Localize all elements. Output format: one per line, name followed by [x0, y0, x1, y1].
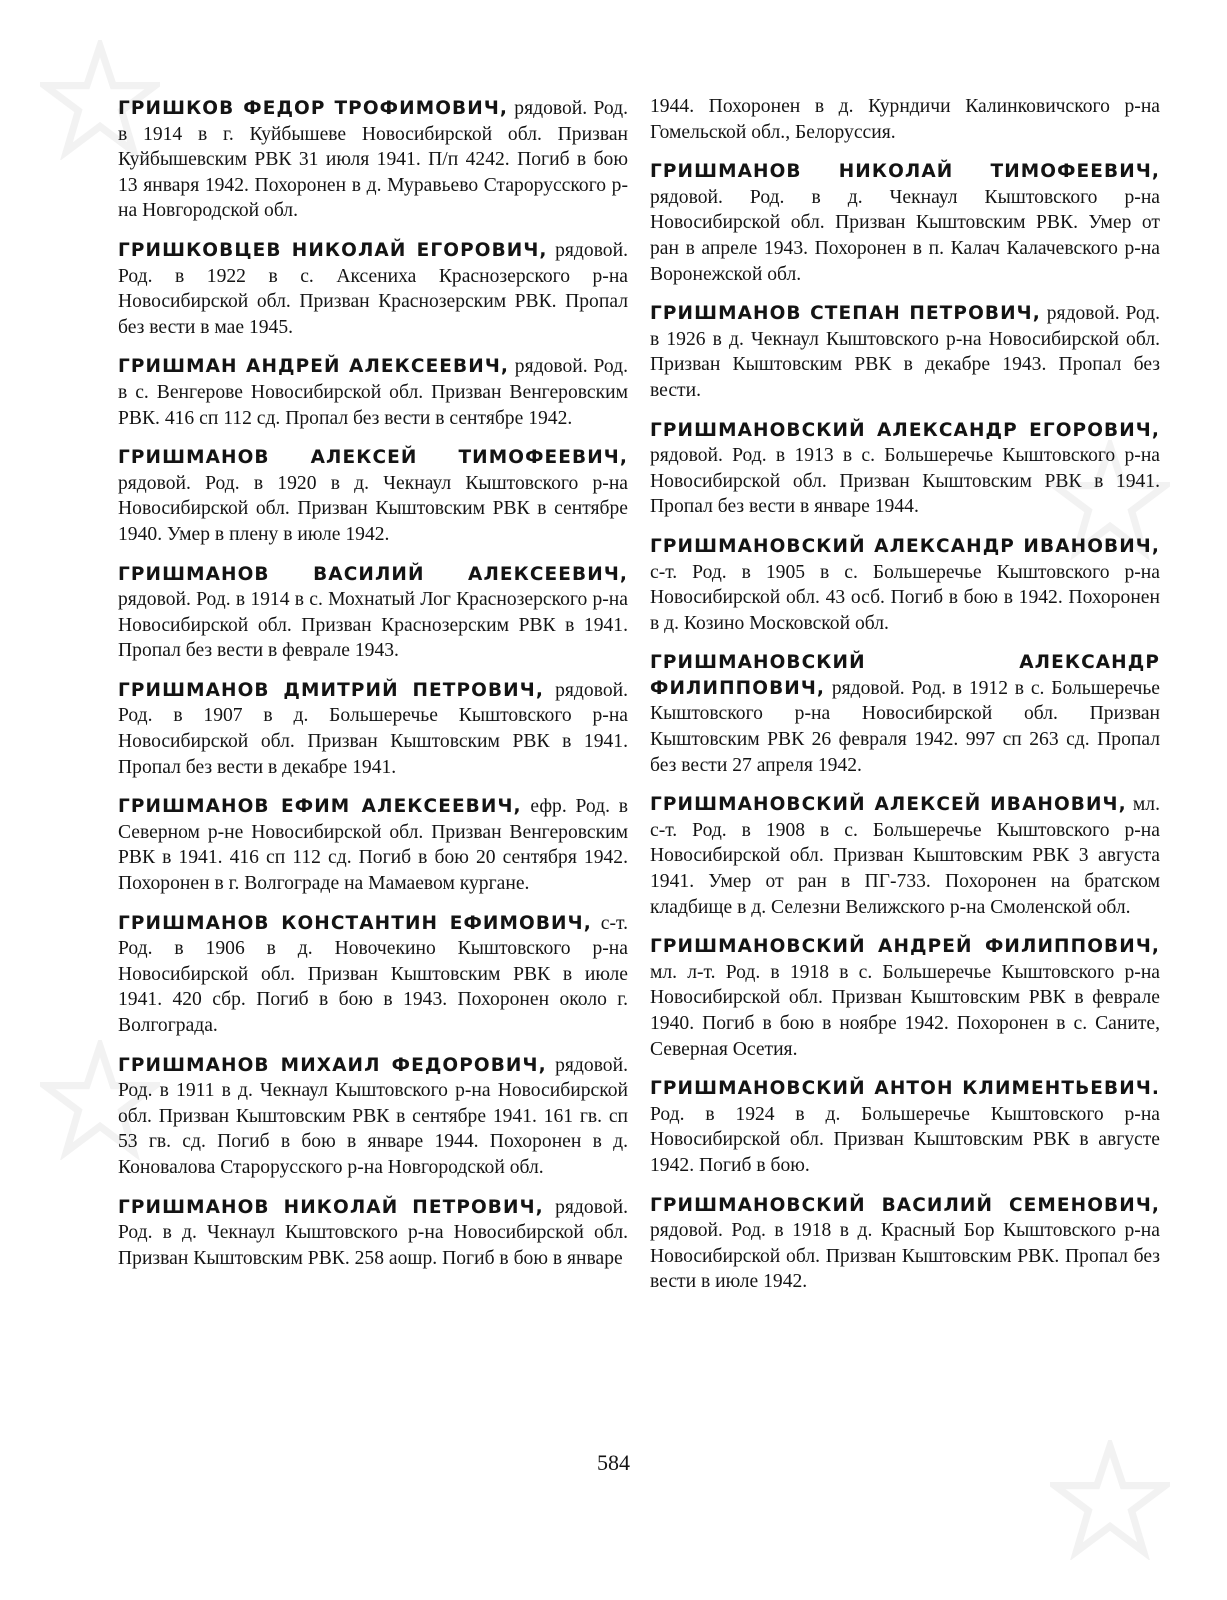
entry-text: рядовой. Род. в д. Чекнаул Кыштовского р-на Новосибирской обл. Призван Кыштовским РВК. Умер от ран в апреле 1943. Похоронен в п. Калач Калачевского р-на Воронежской обл. [650, 186, 1160, 285]
entry-text: с-т. Род. в 1906 в д. Новочекино Кыштовского р-на Новосибирской обл. Призван Кыштовским РВК в июле 1941. 420 сбр. Погиб в бою в 1943. Похоронен около г. Волгограда. [118, 912, 629, 1036]
entry-name: ГРИШМАНОВ СТЕПАН ПЕТРОВИЧ, [650, 303, 1041, 325]
entry [118, 354, 628, 431]
left-column [118, 96, 628, 1285]
entry [650, 418, 1160, 520]
entry-text: с-т. Род. в 1905 в с. Большеречье Кыштовского р-на Новосибирской обл. 43 осб. Погиб в бою в 1942. Похоронен в д. Козино Московской обл. [650, 561, 1160, 634]
entry-name: ГРИШМАНОВСКИЙ АЛЕКСАНДР ИВАНОВИЧ, [650, 535, 1160, 557]
entry-text: рядовой. Род. в с. Венгерове Новосибирской обл. Призван Венгеровским РВК. 416 сп 112 сд. Пропал без вести в сентябре 1942. [118, 356, 628, 429]
entry-text: рядовой. Род. в 1918 в д. Красный Бор Кыштовского р-на Новосибирской обл. Призван Кыштовским РВК. Пропал без вести в июле 1942. [650, 1220, 1160, 1293]
entry-name: ГРИШМАНОВ МИХАИЛ ФЕДОРОВИЧ, [118, 1054, 547, 1076]
entry-text: рядовой. Род. в 1911 в д. Чекнаул Кыштовского р-на Новосибирской обл. Призван Кыштовским РВК в сентябре 1941. 161 гв. сп 53 гв. сд. Погиб в бою в январе 1944. Похоронен в д. Коновалова Старорусского р-на Новгородской обл. [118, 1054, 628, 1178]
entry-name: ГРИШМАНОВСКИЙ АЛЕКСАНДР ФИЛИППОВИЧ, [650, 652, 1160, 699]
page-number: 584 [597, 1450, 630, 1475]
entry [118, 445, 628, 547]
entry-name: ГРИШМАНОВСКИЙ АЛЕКСЕЙ ИВАНОВИЧ, [650, 794, 1127, 816]
entry [650, 650, 1160, 778]
entry [650, 301, 1160, 403]
entry-name: ГРИШМАНОВ ЕФИМ АЛЕКСЕЕВИЧ, [118, 796, 522, 818]
entry-text: мл. л-т. Род. в 1918 в с. Большеречье Кыштовского р-на Новосибирской обл. Призван Кыштовским РВК в феврале 1940. Погиб в бою в ноябре 1942. Похоронен в с. Саните, Северная Осетия. [650, 961, 1160, 1060]
entry [650, 1076, 1160, 1178]
entry-text: рядовой. Род. в 1926 в д. Чекнаул Кыштовского р-на Новосибирской обл. Призван Кыштовским РВК в декабре 1943. Пропал без вести. [650, 303, 1160, 401]
entry-text: рядовой. Род. в 1922 в с. Аксениха Краснозерского р-на Новосибирской обл. Призван Краснозерским РВК. Пропал без вести в мае 1945. [118, 239, 628, 338]
entry-name: ГРИШМАНОВ КОНСТАНТИН ЕФИМОВИЧ, [118, 912, 592, 934]
entry-text: Род. в 1924 в д. Большеречье Кыштовского р-на Новосибирской обл. Призван Кыштовским РВК в августе 1942. Погиб в бою. [650, 1103, 1160, 1176]
entry-name: ГРИШМАНОВ АЛЕКСЕЙ ТИМОФЕЕВИЧ, [118, 447, 628, 469]
entry [118, 1053, 628, 1181]
entry-text: рядовой. Род. в 1914 в г. Куйбышеве Новосибирской обл. Призван Куйбышевским РВК 31 июля 1941. П/п 4242. Погиб в бою 13 января 1942. Похоронен в д. Муравьево Старорусского р-на Новгородской обл. [118, 98, 628, 222]
entry-text: мл. с-т. Род. в 1908 в с. Большеречье Кыштовского р-на Новосибирской обл. Призван Кыштовским РВК 3 августа 1941. Умер от ран в ПГ-733. Похоронен на братском кладбище в д. Селезни Велижского р-на Смоленской обл. [650, 794, 1160, 918]
entry-text: рядовой. Род. в д. Чекнаул Кыштовского р-на Новосибирской обл. Призван Кыштовским РВК. 258 аошр. Погиб в бою в январе [118, 1196, 629, 1269]
right-column [650, 94, 1160, 1309]
entry-name: ГРИШМАНОВСКИЙ АНТОН КЛИМЕНТЬЕВИЧ. [650, 1078, 1160, 1100]
entry-name: ГРИШМАНОВСКИЙ АЛЕКСАНДР ЕГОРОВИЧ, [650, 419, 1160, 441]
entry-name: ГРИШКОВ ФЕДОР ТРОФИМОВИЧ, [118, 98, 508, 119]
entry [650, 1193, 1160, 1295]
entry-text: рядовой. Род. в 1907 в д. Большеречье Кыштовского р-на Новосибирской обл. Призван Кыштовским РВК в 1941. Пропал без вести в декабре 1941. [118, 679, 628, 778]
entry-name: ГРИШМАНОВ НИКОЛАЙ ПЕТРОВИЧ, [118, 1196, 544, 1218]
entry [650, 792, 1160, 920]
entry-text: рядовой. Род. в 1912 в с. Большеречье Кыштовского р-на Новосибирской обл. Призван Кыштовским РВК 26 февраля 1942. 997 сп 263 сд. Пропал без вести 27 апреля 1942. [650, 677, 1160, 776]
entry-text: рядовой. Род. в 1913 в с. Большеречье Кыштовского р-на Новосибирской обл. Призван Кыштовским РВК в 1941. Пропал без вести в январе 1944. [650, 445, 1160, 518]
entry [650, 934, 1160, 1062]
entry [118, 96, 628, 224]
entry-name: ГРИШМАН АНДРЕЙ АЛЕКСЕЕВИЧ, [118, 356, 509, 378]
entry [118, 794, 628, 896]
entry [118, 562, 628, 664]
entry [118, 911, 628, 1039]
entry-name: ГРИШМАНОВСКИЙ АНДРЕЙ ФИЛИППОВИЧ, [650, 936, 1160, 958]
entry-name: ГРИШМАНОВ НИКОЛАЙ ТИМОФЕЕВИЧ, [650, 161, 1160, 183]
entry-text: рядовой. Род. в 1920 в д. Чекнаул Кыштовского р-на Новосибирской обл. Призван Кыштовским РВК в сентябре 1940. Умер в плену в июле 1942. [118, 472, 628, 545]
entry [650, 534, 1160, 636]
entry-name: ГРИШМАНОВСКИЙ ВАСИЛИЙ СЕМЕНОВИЧ, [650, 1194, 1160, 1216]
entry-text: рядовой. Род. в 1914 в с. Мохнатый Лог Краснозерского р-на Новосибирской обл. Призван Краснозерским РВК в 1941. Пропал без вести в феврале 1943. [118, 589, 628, 662]
entry-continuation: 1944. Похоронен в д. Курндичи Калинковичского р-на Гомельской обл., Белоруссия. [650, 96, 1160, 143]
entry [118, 1195, 628, 1272]
entry-name: ГРИШКОВЦЕВ НИКОЛАЙ ЕГОРОВИЧ, [118, 239, 548, 261]
entry-text: ефр. Род. в Северном р-не Новосибирской обл. Призван Венгеровским РВК в 1941. 416 сп 112 сд. Погиб в бою 20 сентября 1942. Похоронен в г. Волгограде на Мамаевом кургане. [118, 796, 628, 895]
entry-name: ГРИШМАНОВ ДМИТРИЙ ПЕТРОВИЧ, [118, 679, 544, 701]
entry [650, 159, 1160, 287]
entry-name: ГРИШМАНОВ ВАСИЛИЙ АЛЕКСЕЕВИЧ, [118, 563, 628, 585]
entry [118, 678, 628, 780]
entry [118, 238, 628, 340]
